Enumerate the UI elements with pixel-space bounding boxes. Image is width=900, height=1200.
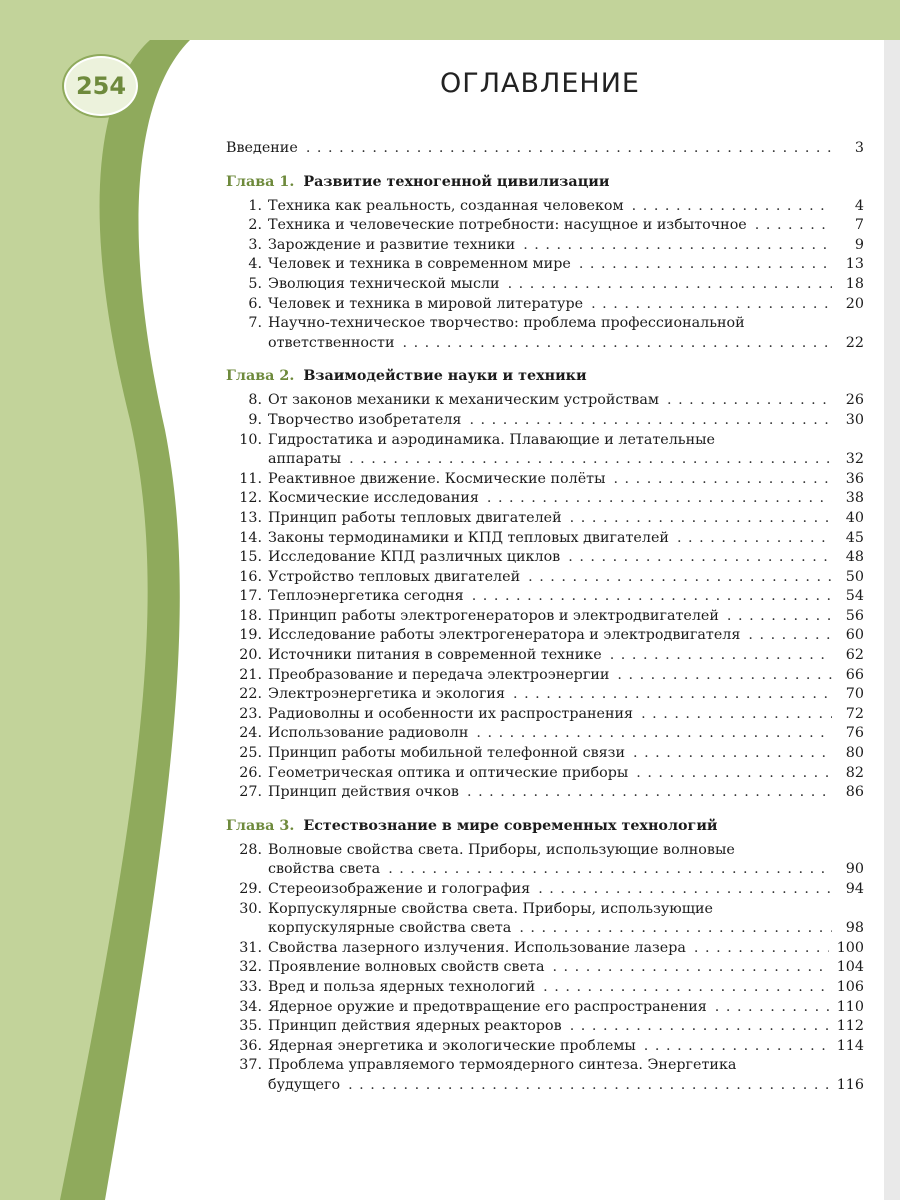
chapter-heading[interactable] [222,365,864,387]
toc-entry-title: Законы термодинамики и КПД тепловых двигателей [268,529,669,546]
toc-entry-title: Ядерное оружие и предотвращение его распространения [268,998,707,1015]
toc-leader-dots [667,391,832,411]
toc-entry-title: Свойства лазерного излучения. Использование лазера [268,939,686,956]
toc-leader-dots [748,626,832,646]
toc-entry-title: аппараты [268,451,342,468]
toc-entry-title: ответственности [268,334,395,351]
toc-entry-title: Ядерная энергетика и экологические проблемы [268,1037,636,1054]
toc-entry-number: 2. [248,217,262,234]
toc-entry-number: 37. [239,1057,262,1074]
toc-entry[interactable] [222,529,864,549]
toc-leader-dots [632,197,832,217]
toc-entry[interactable] [222,255,864,275]
toc-entry[interactable] [222,1017,864,1037]
toc-entry-title: Творчество изобретателя [268,411,462,428]
toc-entry-page: 104 [836,959,864,976]
toc-entry-number: 36. [239,1037,262,1054]
toc-entry-title: Источники питания в современной технике [268,647,602,664]
toc-entry-title: Корпускулярные свойства света. Приборы, использующие [268,900,714,917]
toc-entry-number: 18. [239,607,262,624]
toc-entry-number: 8. [248,392,262,409]
toc-entry[interactable] [222,958,864,978]
toc-entry-number: 16. [239,568,262,585]
toc-leader-dots [694,939,829,959]
toc-entry-page: 20 [845,295,864,312]
toc-leader-dots [513,685,832,705]
toc-leader-dots [306,139,832,159]
toc-entry-page: 38 [845,490,864,507]
toc-leader-dots [641,705,832,725]
toc-entry-page: 45 [845,529,864,546]
toc-leader-dots [677,529,832,549]
toc-entry[interactable] [222,978,864,998]
toc-entry[interactable] [222,470,864,490]
toc-entry-number: 10. [239,431,262,448]
toc-entry-title: Проблема управляемого термоядерного синтеза. Энергетика [268,1057,737,1074]
toc-entry-page: 98 [845,920,864,937]
toc-entry[interactable] [222,880,864,900]
toc-leader-dots [519,919,832,939]
toc-entry-number: 29. [239,881,262,897]
toc-entry-number: 26. [239,764,262,781]
toc-entry-continuation[interactable] [222,919,864,939]
toc-entry-number: 32. [239,959,262,976]
toc-entry-number: 23. [239,705,262,722]
toc-entry-number: 11. [239,470,262,487]
toc-entry-number: 6. [248,295,262,312]
toc-leader-dots [388,860,832,880]
toc-leader-dots [543,978,829,998]
chapter-heading[interactable] [222,815,864,837]
toc-entry-title: Человек и техника в мировой литературе [268,295,584,312]
toc-entry-page: 3 [854,140,864,156]
toc-entry-page: 66 [845,666,864,683]
toc-entry[interactable] [222,411,864,431]
toc-entry-page: 30 [845,411,864,428]
toc-entry[interactable] [222,939,864,959]
toc-entry-title: Космические исследования [268,490,479,507]
toc-entry-page: 62 [845,647,864,664]
toc-entry[interactable] [222,216,864,236]
toc-leader-dots [552,958,828,978]
toc-entry[interactable] [222,275,864,295]
toc-entry-title: будущего [268,1076,341,1093]
chapter-title: Естествознание в мире современных технологий [303,817,718,834]
toc-entry-page: 114 [836,1037,864,1054]
toc-leader-dots [469,411,832,431]
toc-entry-page: 82 [845,764,864,781]
toc-entry[interactable] [222,764,864,784]
toc-entry-title: Вред и польза ядерных технологий [268,978,536,995]
toc-entry[interactable] [222,236,864,256]
toc-entry-number: 35. [239,1018,262,1035]
toc-entry-page: 60 [845,627,864,644]
toc-entry[interactable] [222,900,864,920]
toc-entry-number: 7. [248,315,262,332]
toc-entry-number: 17. [239,588,262,605]
toc-leader-dots [617,666,832,686]
toc-entry-page: 18 [845,275,864,292]
toc-leader-dots [579,255,832,275]
toc-entry[interactable] [222,431,864,451]
toc-leader-dots [528,568,832,588]
toc-entry-number: 9. [248,411,262,428]
toc-entry-number: 30. [239,900,262,917]
toc-leader-dots [755,216,832,236]
toc-leader-dots [636,764,832,784]
toc-entry[interactable] [222,666,864,686]
toc-entry-number: 12. [239,490,262,507]
toc-entry-title: Техника как реальность, созданная человеком [268,197,624,214]
chapter-heading[interactable] [222,171,864,193]
toc-entry-title: Принцип действия ядерных реакторов [268,1018,562,1035]
toc-entry[interactable] [222,568,864,588]
toc-entry[interactable] [222,744,864,764]
toc-entry-number: 5. [248,275,262,292]
toc-entry-number: 28. [239,841,262,858]
toc-entry-number: 15. [239,549,262,566]
toc-entry-title: Волновые свойства света. Приборы, использующие волновые [268,841,735,858]
toc-entry-continuation[interactable] [222,450,864,470]
toc-entry[interactable] [222,295,864,315]
toc-entry-continuation[interactable] [222,334,864,354]
toc-leader-dots [644,1037,829,1057]
toc-entry[interactable] [222,197,864,217]
toc-entry[interactable] [222,998,864,1018]
toc-entry-number: 25. [239,745,262,762]
toc-entry-title: Проявление волновых свойств света [268,959,545,976]
toc-entry-title: Исследование КПД различных циклов [268,549,561,566]
toc-entry-title: Введение [226,140,298,156]
toc-entry-title: Принцип работы тепловых двигателей [268,509,562,526]
toc-entry[interactable] [222,1056,864,1076]
toc-entry-title: Гидростатика и аэродинамика. Плавающие и летательные [268,431,715,448]
toc-entry-title: Научно-техническое творчество: проблема профессиональной [268,315,745,332]
chapter-label: Глава 1. [226,173,295,190]
toc-leader-dots [727,607,832,627]
toc-entry[interactable] [222,783,864,803]
toc-leader-dots [715,998,829,1018]
toc-entry-page: 70 [845,686,864,703]
toc-entry[interactable] [222,548,864,568]
toc-entry-page: 90 [845,861,864,878]
toc-entry-title: корпускулярные свойства света [268,920,512,937]
toc-entry-title: Электроэнергетика и экология [268,686,505,703]
toc-entry-page: 76 [845,725,864,742]
toc-entry-page: 50 [845,568,864,585]
toc-entry[interactable] [222,1037,864,1057]
toc-entry[interactable] [222,489,864,509]
toc-entry[interactable] [222,724,864,744]
toc-entry-page: 110 [836,998,864,1015]
toc-entry-number: 24. [239,725,262,742]
toc-entry-title: Исследование работы электрогенератора и электродвигателя [268,627,741,644]
toc-entry-title: Использование радиоволн [268,725,469,742]
toc-leader-dots [568,548,832,568]
toc-leader-dots [508,275,832,295]
toc-entry-title: Принцип работы электрогенераторов и электродвигателей [268,607,719,624]
toc-entry-title: Геометрическая оптика и оптические приборы [268,764,629,781]
toc-entry-page: 26 [845,392,864,409]
toc-leader-dots [348,1076,829,1096]
toc-entry-page: 86 [845,784,864,801]
toc-leader-dots [476,724,832,744]
toc-entry-title: Теплоэнергетика сегодня [268,588,464,605]
toc-leader-dots [591,295,832,315]
chapter-title: Взаимодействие науки и техники [303,368,587,385]
toc-entry-number: 13. [239,509,262,526]
toc-leader-dots [523,236,832,256]
toc-entry-number: 22. [239,686,262,703]
toc-entry[interactable] [222,705,864,725]
toc-entry[interactable] [222,646,864,666]
chapter-label: Глава 3. [226,817,295,834]
chapter-title: Развитие техногенной цивилизации [303,173,610,190]
toc-entry-number: 31. [239,939,262,956]
toc-entry[interactable] [222,626,864,646]
page-number-badge [64,56,138,116]
toc-entry-title: Стереоизображение и голография [268,881,531,897]
toc-entry-number: 21. [239,666,262,683]
toc-entry-number: 1. [248,197,262,214]
toc-entry-number: 20. [239,647,262,664]
toc-leader-dots [538,880,832,900]
toc-entry-page: 7 [854,217,864,234]
toc-entry-title: Радиоволны и особенности их распространения [268,705,634,722]
toc-leader-dots [633,744,832,764]
toc-entry[interactable] [222,314,864,334]
toc-entry[interactable] [222,607,864,627]
toc-leader-dots [613,470,832,490]
toc-entry-title: Преобразование и передача электроэнергии [268,666,610,683]
toc-entry-page: 48 [845,549,864,566]
page-number: 254 [75,72,127,100]
toc-leader-dots [472,587,832,607]
toc-entry-page: 9 [854,236,864,253]
toc-entry-page: 112 [836,1018,864,1035]
toc-entry-number: 33. [239,978,262,995]
table-of-contents [222,139,864,1096]
page-right-shadow [884,40,900,1200]
toc-entry[interactable] [222,841,864,861]
toc-entry-page: 116 [836,1076,864,1093]
toc-entry[interactable] [222,587,864,607]
toc-entry[interactable] [222,391,864,411]
toc-entry-continuation[interactable] [222,860,864,880]
toc-entry-page: 4 [854,197,864,214]
toc-leader-dots [487,489,832,509]
toc-entry-title: свойства света [268,861,381,878]
toc-entry-title: Принцип действия очков [268,784,459,801]
toc-entry-intro[interactable] [222,139,864,159]
toc-entry-page: 100 [836,939,864,956]
toc-entry-title: Эволюция технической мысли [268,275,500,292]
page-title: ОГЛАВЛЕНИЕ [440,68,640,99]
toc-entry-page: 36 [845,470,864,487]
toc-leader-dots [610,646,832,666]
toc-entry-title: Принцип работы мобильной телефонной связи [268,745,625,762]
toc-entry-number: 19. [239,627,262,644]
toc-entry-title: Человек и техника в современном мире [268,256,571,273]
toc-entry-page: 56 [845,607,864,624]
toc-entry-title: Зарождение и развитие техники [268,236,516,253]
toc-entry-number: 34. [239,998,262,1015]
toc-entry[interactable] [222,685,864,705]
toc-entry-number: 4. [248,256,262,273]
toc-entry[interactable] [222,509,864,529]
toc-leader-dots [402,334,832,354]
toc-leader-dots [570,509,832,529]
toc-entry-page: 13 [845,256,864,273]
toc-leader-dots [349,450,832,470]
toc-entry-page: 22 [845,334,864,351]
toc-entry-title: Реактивное движение. Космические полёты [268,470,606,487]
toc-entry-title: Техника и человеческие потребности: насущное и избыточное [268,217,747,234]
toc-entry-number: 3. [248,236,262,253]
toc-entry-title: Устройство тепловых двигателей [268,568,521,585]
toc-entry-page: 106 [836,978,864,995]
toc-entry-page: 40 [845,509,864,526]
toc-leader-dots [570,1017,829,1037]
toc-entry-number: 27. [239,784,262,801]
toc-leader-dots [467,783,832,803]
toc-entry-page: 32 [845,451,864,468]
toc-entry-title: От законов механики к механическим устройствам [268,392,659,409]
toc-entry-page: 54 [845,588,864,605]
toc-entry-page: 72 [845,705,864,722]
toc-entry-number: 14. [239,529,262,546]
toc-entry-page: 94 [845,881,864,897]
toc-entry-continuation[interactable] [222,1076,864,1096]
toc-entry-page: 80 [845,745,864,762]
chapter-label: Глава 2. [226,368,295,385]
